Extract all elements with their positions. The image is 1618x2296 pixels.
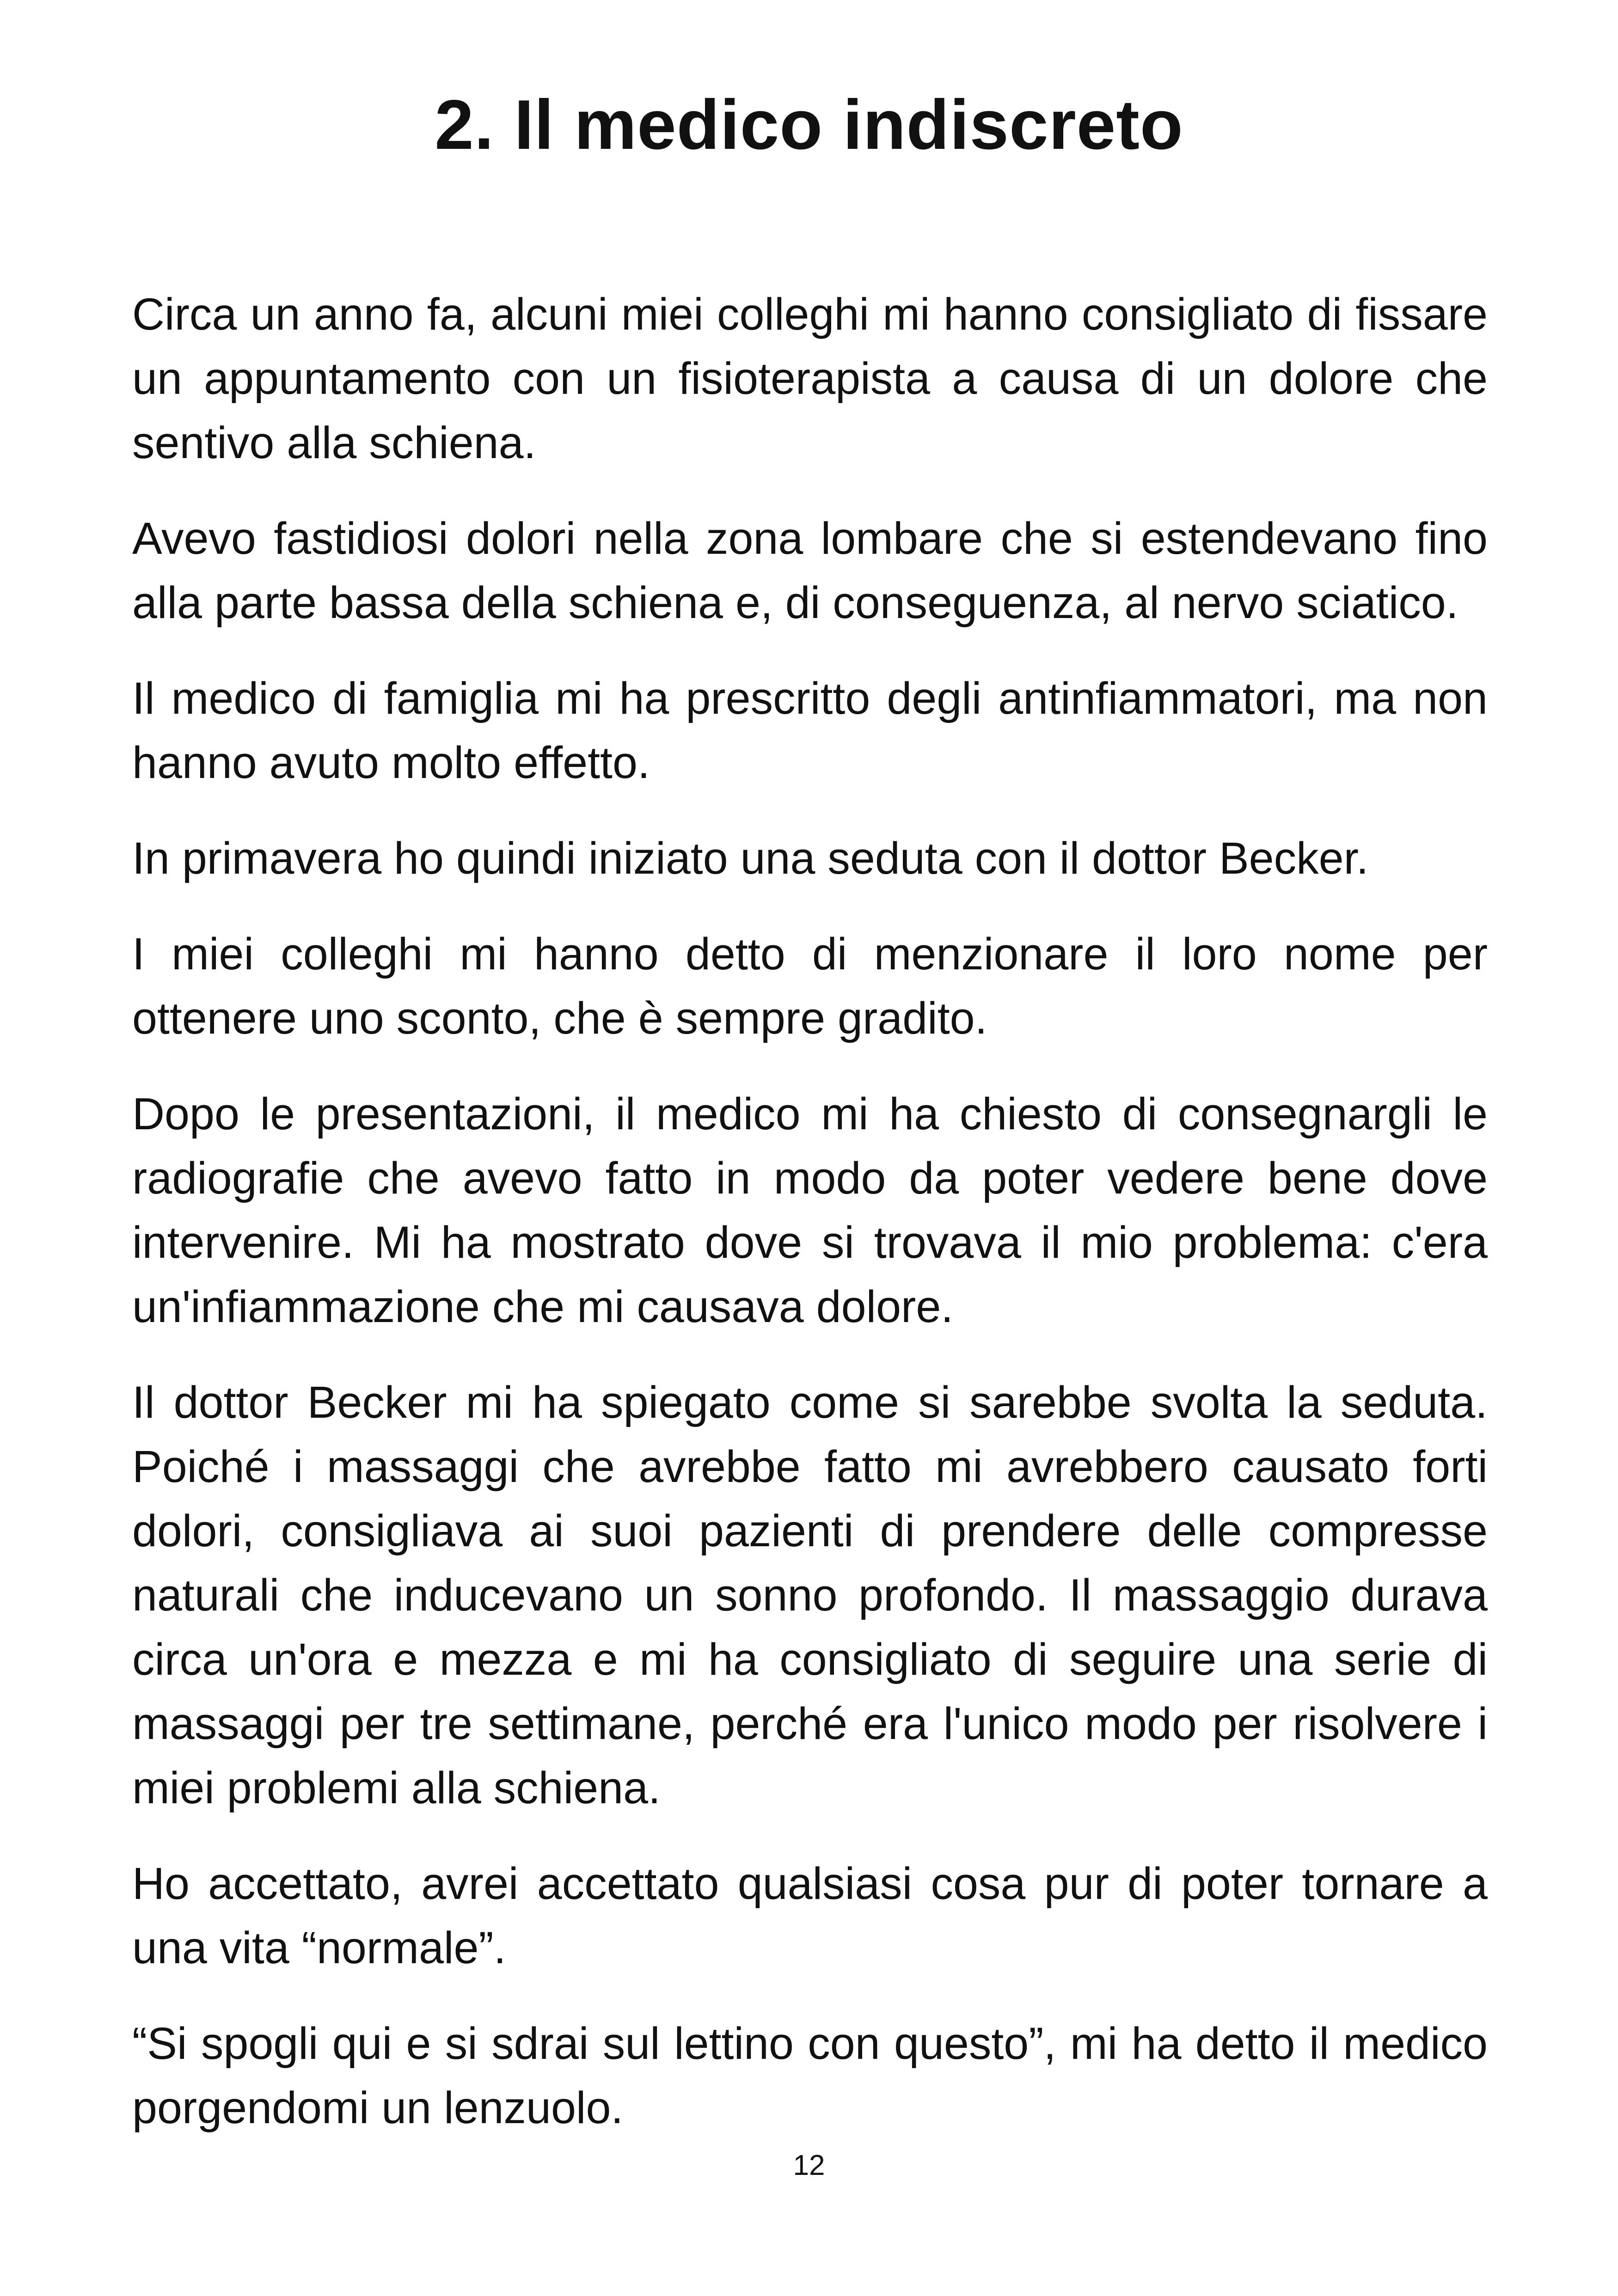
paragraph-7: Il dottor Becker mi ha spiegato come si sarebbe svolta la seduta. Poiché i massaggi che avrebbe fatto mi avrebbero causato forti dolori, consigliava ai suoi pazienti di prendere delle compresse naturali che inducevano un sonno profondo. Il massaggio durava circa un'ora e mezza e mi ha consigliato di seguire una serie di massaggi per tre settimane, perché era l'unico modo per risolvere i miei problemi alla schiena. (132, 1377, 1488, 1813)
paragraph-5: I miei colleghi mi hanno detto di menzionare il loro nome per ottenere uno sconto, che è sempre gradito. (132, 929, 1488, 1043)
paragraph-2: Avevo fastidiosi dolori nella zona lombare che si estendevano fino alla parte bassa della schiena e, di conseguenza, al nervo sciatico. (132, 513, 1488, 628)
paragraph-8: Ho accettato, avrei accettato qualsiasi cosa pur di poter tornare a una vita “normale”. (132, 1858, 1488, 1973)
paragraph-6: Dopo le presentazioni, il medico mi ha chiesto di consegnargli le radiografie che avevo fatto in modo da poter vedere bene dove intervenire. Mi ha mostrato dove si trovava il mio problema: c'era un'infiammazione che mi causava dolore. (132, 1089, 1488, 1332)
page-number: 12 (793, 2149, 825, 2181)
paragraph-1: Circa un anno fa, alcuni miei colleghi mi hanno consigliato di fissare un appuntamento con un fisioterapista a causa di un dolore che sentivo alla schiena. (132, 289, 1488, 468)
paragraph-9: “Si spogli qui e si sdrai sul lettino con questo”, mi ha detto il medico porgendomi un lenzuolo. (132, 2018, 1488, 2133)
chapter-title: 2. Il medico indiscreto (435, 86, 1183, 164)
chapter-body (132, 282, 1488, 2171)
paragraph-4: In primavera ho quindi iniziato una seduta con il dottor Becker. (132, 833, 1369, 883)
paragraph-3: Il medico di famiglia mi ha prescritto degli antinfiammatori, ma non hanno avuto molto effetto. (132, 673, 1488, 788)
